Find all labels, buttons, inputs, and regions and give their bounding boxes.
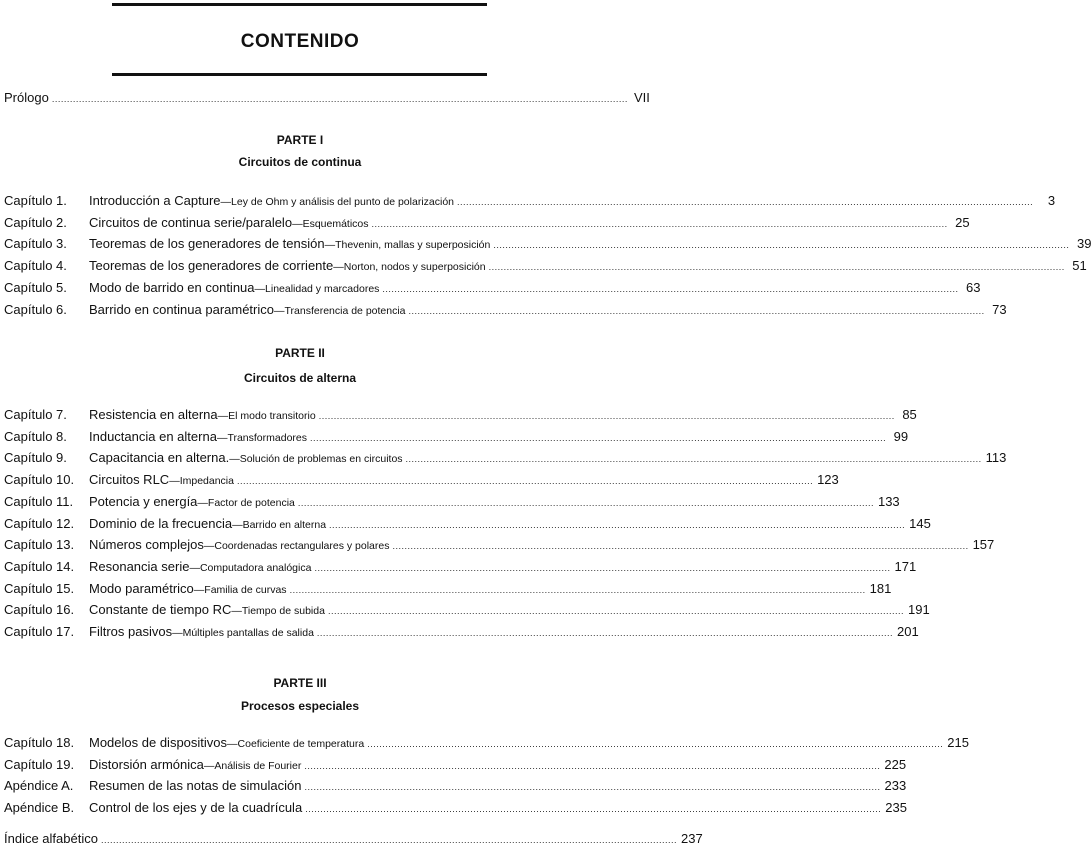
entry-page: 39 xyxy=(1076,236,1091,252)
toc-entry[interactable] xyxy=(0,514,931,534)
entry-subtitle: —Ley de Ohm y análisis del punto de polarización xyxy=(220,196,454,208)
entry-page: 145 xyxy=(909,515,931,531)
entry-subtitle: —Transformadores xyxy=(216,431,307,444)
part-name: Procesos especiales xyxy=(240,699,360,713)
toc-entry[interactable] xyxy=(0,798,907,818)
title-underline-rule xyxy=(112,73,487,76)
entry-title: Inductancia en alterna xyxy=(89,428,217,444)
toc-entry[interactable] xyxy=(0,755,907,775)
entry-title: Teoremas de los generadores de corriente xyxy=(89,258,334,274)
toc-entry[interactable] xyxy=(0,278,981,298)
toc-entry[interactable] xyxy=(0,470,839,490)
entry-title: Resonancia serie xyxy=(89,558,190,574)
entry-page: 99 xyxy=(893,428,909,444)
toc-entry[interactable] xyxy=(0,234,1091,254)
entry-title: Distorsión armónica xyxy=(89,756,204,772)
entry-title: Números complejos xyxy=(89,537,204,553)
leader-dots: ................................................................................................................................................................................................ xyxy=(392,541,969,552)
entry-label: Capítulo 7. xyxy=(4,407,67,422)
toc-entry[interactable] xyxy=(0,622,919,642)
entry-subtitle: —Norton, nodos y superposición xyxy=(333,261,486,274)
entry-label: Capítulo 16. xyxy=(4,602,75,618)
entry-label: Capítulo 4. xyxy=(4,258,67,274)
toc-entry[interactable] xyxy=(0,256,1087,276)
toc-entry[interactable] xyxy=(0,405,917,425)
leader-dots: ................................................................................................................................................................................................ xyxy=(304,782,881,793)
toc-entry[interactable] xyxy=(0,213,970,233)
entry-title: Introducción a Capture xyxy=(89,193,221,208)
entry-label: Capítulo 13. xyxy=(4,537,75,553)
toc-entry[interactable] xyxy=(0,427,909,447)
entry-page: 237 xyxy=(681,831,703,846)
entry-page: 51 xyxy=(1072,258,1087,274)
leader-dots: ................................................................................................................................................................................................ xyxy=(316,628,893,638)
entry-title: Índice alfabético xyxy=(4,831,98,846)
entry-subtitle: —Thevenin, mallas y superposición xyxy=(324,239,491,252)
entry-page: VII xyxy=(634,90,650,105)
entry-title: Teoremas de los generadores de tensión xyxy=(89,236,325,252)
entry-page: 191 xyxy=(908,602,930,618)
leader-dots: ................................................................................................................................................................................................ xyxy=(382,283,959,294)
entry-title: Circuitos de continua serie/paralelo xyxy=(89,214,293,230)
toc-entry[interactable] xyxy=(0,600,930,620)
top-rule xyxy=(112,3,487,6)
entry-page: 171 xyxy=(894,558,917,574)
entry-subtitle: —Esquemáticos xyxy=(292,217,369,230)
entry-page: 235 xyxy=(885,800,907,816)
entry-subtitle: —Solución de problemas en circuitos xyxy=(229,453,403,466)
entry-page: 225 xyxy=(884,756,907,772)
leader-dots: ................................................................................................................................................................................................ xyxy=(310,432,887,443)
entry-subtitle: —El modo transitorio xyxy=(217,410,316,422)
part-heading: PARTE II xyxy=(275,346,325,360)
leader-dots: ................................................................................................................................................................................................ xyxy=(329,519,906,530)
entry-label: Capítulo 15. xyxy=(4,580,75,596)
entry-subtitle: —Análisis de Fourier xyxy=(203,759,302,772)
entry-title: Modo de barrido en continua xyxy=(89,279,255,295)
toc-entry-indice[interactable] xyxy=(0,829,703,849)
entry-subtitle: —Linealidad y marcadores xyxy=(254,282,380,295)
toc-entry[interactable] xyxy=(0,579,892,599)
entry-label: Capítulo 8. xyxy=(4,428,67,444)
toc-entry[interactable] xyxy=(0,191,1056,211)
leader-dots: ................................................................................................................................................................................................ xyxy=(371,218,948,229)
entry-page: 63 xyxy=(966,279,981,295)
entry-title: Modelos de dispositivos xyxy=(89,735,228,750)
leader-dots: ................................................................................................................................................................................................ xyxy=(493,240,1070,251)
entry-page: 73 xyxy=(992,301,1007,317)
part-name: Circuitos de alterna xyxy=(243,371,357,385)
entry-page: 113 xyxy=(985,450,1007,466)
entry-label: Capítulo 1. xyxy=(4,193,67,208)
entry-subtitle: —Transferencia de potencia xyxy=(274,304,406,317)
entry-page: 157 xyxy=(972,537,995,553)
entry-subtitle: —Barrido en alterna xyxy=(232,518,327,531)
entry-title: Barrido en continua paramétrico xyxy=(89,301,274,317)
entry-title: Resumen de las notas de simulación xyxy=(89,778,302,794)
leader-dots: ................................................................................................................................................................................................ xyxy=(304,760,881,771)
entry-label: Capítulo 18. xyxy=(4,735,75,750)
toc-entry[interactable] xyxy=(0,733,969,753)
entry-title: Capacitancia en alterna. xyxy=(89,450,230,466)
entry-page: 233 xyxy=(884,778,907,794)
leader-dots: ................................................................................................................................................................................................ xyxy=(51,94,628,104)
leader-dots: ................................................................................................................................................................................................ xyxy=(100,835,678,845)
entry-title: Constante de tiempo RC xyxy=(89,602,232,618)
toc-entry[interactable] xyxy=(0,535,995,555)
entry-page: 3 xyxy=(1047,193,1056,208)
entry-label: Apéndice B. xyxy=(4,800,75,816)
entry-label: Capítulo 10. xyxy=(4,472,75,488)
leader-dots: ................................................................................................................................................................................................ xyxy=(405,454,982,465)
toc-entry[interactable] xyxy=(0,300,1007,320)
entry-title: Filtros pasivos xyxy=(89,624,173,639)
entry-subtitle: —Familia de curvas xyxy=(193,583,287,596)
entry-page: 123 xyxy=(817,472,839,488)
part-name: Circuitos de continua xyxy=(238,155,362,169)
leader-dots: ................................................................................................................................................................................................ xyxy=(367,739,944,749)
entry-label: Capítulo 6. xyxy=(4,301,67,317)
toc-entry[interactable] xyxy=(0,448,1007,468)
entry-subtitle: —Múltiples pantallas de salida xyxy=(172,627,314,639)
leader-dots: ................................................................................................................................................................................................ xyxy=(457,197,1034,207)
entry-page: 181 xyxy=(869,580,892,596)
entry-page: 215 xyxy=(947,735,969,750)
entry-title: Circuitos RLC xyxy=(89,472,170,488)
leader-dots: ................................................................................................................................................................................................ xyxy=(488,262,1065,273)
entry-title: Prólogo xyxy=(4,90,49,105)
entry-label: Capítulo 5. xyxy=(4,279,67,295)
entry-subtitle: —Coordenadas rectangulares y polares xyxy=(203,540,390,553)
entry-title: Control de los ejes y de la cuadrícula xyxy=(89,800,303,816)
entry-title: Dominio de la frecuencia xyxy=(89,515,233,531)
entry-page: 201 xyxy=(897,624,919,639)
leader-dots: ................................................................................................................................................................................................ xyxy=(408,305,985,316)
entry-label: Apéndice A. xyxy=(4,778,74,794)
leader-dots: ................................................................................................................................................................................................ xyxy=(314,562,891,573)
entry-subtitle: —Impedancia xyxy=(169,475,234,488)
leader-dots: ................................................................................................................................................................................................ xyxy=(236,476,814,487)
part-heading: PARTE III xyxy=(273,676,327,690)
entry-label: Capítulo 2. xyxy=(4,214,67,230)
toc-entry[interactable] xyxy=(0,492,900,512)
entry-label: Capítulo 9. xyxy=(4,450,67,466)
entry-label: Capítulo 14. xyxy=(4,558,75,574)
leader-dots: ................................................................................................................................................................................................ xyxy=(289,584,866,595)
toc-entry[interactable] xyxy=(0,557,917,577)
entry-page: 25 xyxy=(955,214,970,230)
entry-label: Capítulo 19. xyxy=(4,756,75,772)
leader-dots: ................................................................................................................................................................................................ xyxy=(297,497,874,508)
entry-page: 133 xyxy=(877,493,900,509)
leader-dots: ................................................................................................................................................................................................ xyxy=(327,606,905,617)
toc-entry[interactable] xyxy=(0,776,907,796)
leader-dots: ................................................................................................................................................................................................ xyxy=(318,411,895,421)
entry-label: Capítulo 12. xyxy=(4,515,75,531)
entry-title: Modo paramétrico xyxy=(89,580,194,596)
entry-subtitle: —Factor de potencia xyxy=(197,496,295,509)
entry-subtitle: —Coeficiente de temperatura xyxy=(227,738,365,750)
entry-title: Potencia y energía xyxy=(89,493,198,509)
leader-dots: ................................................................................................................................................................................................ xyxy=(305,804,882,815)
toc-entry-prologo[interactable] xyxy=(0,88,650,108)
entry-subtitle: —Tiempo de subida xyxy=(231,605,325,618)
entry-label: Capítulo 11. xyxy=(4,493,74,509)
entry-title: Resistencia en alterna xyxy=(89,407,218,422)
part-heading: PARTE I xyxy=(276,133,324,147)
entry-subtitle: —Computadora analógica xyxy=(189,561,312,574)
entry-label: Capítulo 3. xyxy=(4,236,67,252)
entry-label: Capítulo 17. xyxy=(4,624,75,639)
page-title: CONTENIDO xyxy=(240,31,360,52)
entry-page: 85 xyxy=(902,407,917,422)
